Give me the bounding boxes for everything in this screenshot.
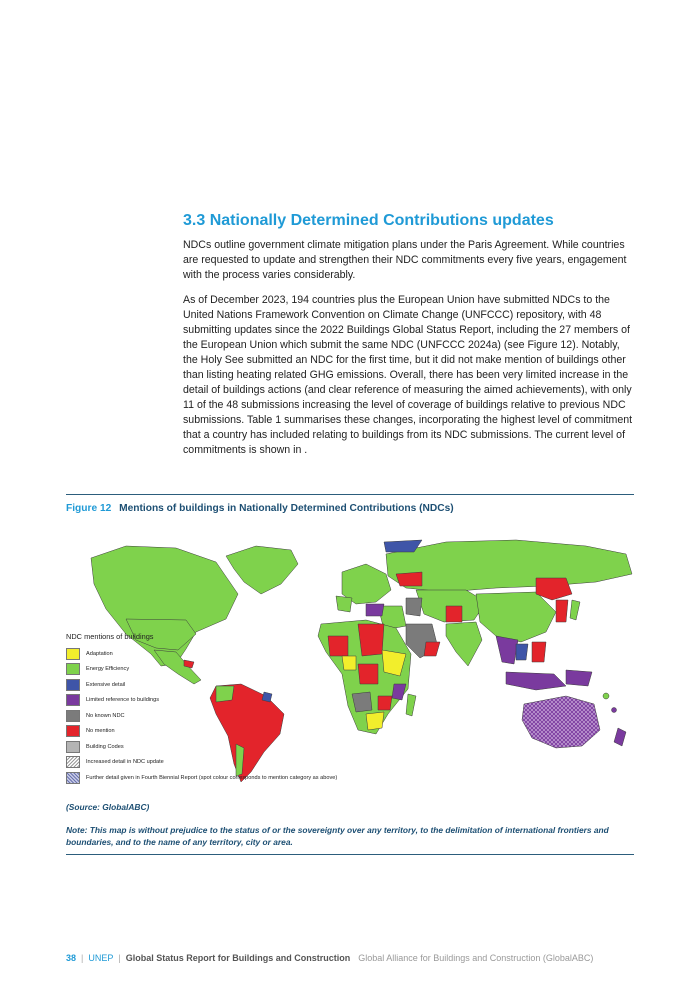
legend-swatch: [66, 756, 80, 768]
legend-item: [66, 646, 396, 662]
figure-note: Note: This map is without prejudice to the status of or the sovereignty over any territory, to the delimitation of international frontiers and boundaries, and to the name of any territory, city or area.: [66, 825, 609, 847]
legend-item: [66, 724, 396, 740]
legend-label: Adaptation: [86, 650, 113, 657]
legend-item: [66, 662, 396, 678]
legend-item: [66, 693, 396, 709]
map-legend: [66, 632, 396, 786]
page-number: 38: [66, 953, 77, 963]
legend-label: Further detail given in Fourth Biennial Report (spot colour corresponds to mention category as above): [86, 774, 338, 781]
india-region: [446, 622, 482, 666]
section-title: 3.3 Nationally Determined Contributions updates: [183, 212, 554, 229]
legend-title: NDC mentions of buildings: [66, 632, 154, 641]
footer-report-title: Global Status Report for Buildings and Construction: [125, 953, 351, 963]
legend-swatch: [66, 663, 80, 675]
figure-source: (Source: GlobalABC): [66, 802, 150, 812]
legend-item: [66, 770, 396, 786]
legend-swatch: [66, 772, 80, 784]
legend-swatch: [66, 741, 80, 753]
legend-item: [66, 708, 396, 724]
footer-org: UNEP: [88, 953, 114, 963]
legend-label: Increased detail in NDC update: [86, 759, 164, 766]
legend-item: [66, 739, 396, 755]
body-paragraph: As of December 2023, 194 countries plus the European Union have submitted NDCs to the United Nations Framework Convention on Climate Change (UNFCCC) repository, with 48 submitting updates since the 2022 Buildings Global Status Report, including the 27 members of the European Union which submit the same NDC (UNFCCC 2024a) (see Figure 12). Notably, the Holy See submitted an NDC for the first time, but it did not make mention of buildings other than listing heating related GHG emissions. Overall, there has been very limited increase in the detail of buildings actions (and clear reference of measuring the aimed achievements), with only 11 of the 48 submissions increasing the level of coverage of buildings relative to previous NDC submissions. Table 1 summarises these changes, incorporating the highest level of commitment that a country has included relating to buildings from its NDC submissions. The current level of commitments is shown in .: [183, 294, 633, 456]
legend-item: [66, 755, 396, 771]
china-region: [476, 592, 556, 642]
legend-item: [66, 677, 396, 693]
legend-label: No known NDC: [86, 712, 125, 719]
footer-alliance: Global Alliance for Buildings and Construction (GlobalABC): [358, 953, 594, 963]
legend-swatch: [66, 694, 80, 706]
intro-paragraph: NDCs outline government climate mitigation plans under the Paris Agreement. While countries are requested to update and strengthen their NDC commitments every five years, engagement with the process varies considerably.: [183, 239, 627, 281]
figure-top-rule: [66, 494, 634, 495]
figure-caption: [66, 503, 454, 514]
legend-label: No mention: [86, 728, 115, 735]
legend-swatch: [66, 679, 80, 691]
greenland-region: [226, 546, 298, 594]
legend-swatch: [66, 725, 80, 737]
figure-bottom-rule: [66, 854, 634, 855]
russia-region: [386, 540, 632, 592]
legend-label: Extensive detail: [86, 681, 126, 688]
legend-label: Building Codes: [86, 743, 124, 750]
legend-swatch: [66, 648, 80, 660]
australia-region: [522, 696, 600, 748]
page-footer: 38 | UNEP | Global Status Report for Buildings and Construction Global Alliance for Buildings and Construction (GlobalABC): [66, 953, 594, 963]
legend-label: Energy Efficiency: [86, 666, 130, 673]
figure-title: Mentions of buildings in Nationally Determined Contributions (NDCs): [119, 503, 454, 514]
legend-label: Limited reference to buildings: [86, 697, 160, 704]
figure-number: Figure 12: [66, 503, 112, 514]
legend-swatch: [66, 710, 80, 722]
